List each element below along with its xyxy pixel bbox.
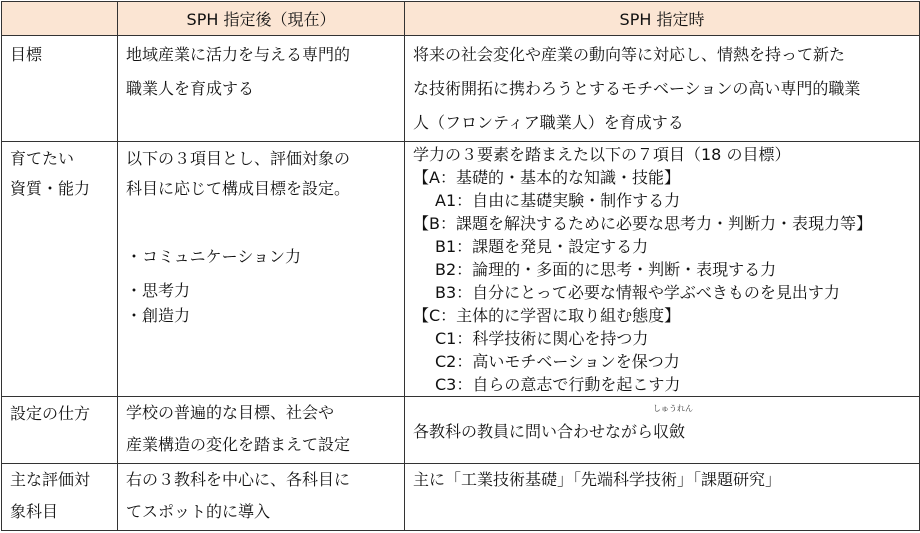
list-item: B3：自分にとって必要な情報や学ぶべきものを見出す力 <box>435 283 840 302</box>
subjects-before-cell: 主に「工業技術基礎」「先端科学技術」「課題研究」 <box>405 464 920 531</box>
header-row <box>2 2 920 36</box>
list-item: 【B：課題を解決するために必要な思考力・判断力・表現力等】 <box>413 214 872 233</box>
list-item: C2：高いモチベーションを保つ力 <box>435 352 680 371</box>
list-item: B2：論理的・多面的に思考・判断・表現する力 <box>435 260 777 279</box>
list-item: 学力の３要素を踏まえた以下の７項目（18 の目標） <box>413 145 791 164</box>
method-before-cell <box>405 397 920 464</box>
list-item: A1：自由に基礎実験・制作する力 <box>435 191 681 210</box>
row-label-goal: 目標 <box>2 36 118 142</box>
table-row-method <box>2 397 920 464</box>
comparison-table <box>1 1 920 531</box>
table-row-subjects <box>2 464 920 531</box>
row-label-subjects: 主な評価対 象科目 <box>2 464 118 531</box>
abilities-after-cell: 以下の３項目とし、評価対象の 科目に応じて構成目標を設定。 ・コミュニケーション力 ・思考力 ・創造力 <box>118 142 405 397</box>
header-at-designation: SPH 指定時 <box>405 2 920 36</box>
row-label-abilities: 育てたい 資質・能力 <box>2 142 118 397</box>
header-after-designation: SPH 指定後（現在） <box>118 2 405 36</box>
abilities-before-cell <box>405 142 920 397</box>
goal-before-cell: 将来の社会変化や産業の動向等に対応し、情熱を持って新た な技術開拓に携わろうとするモチベーションの高い専門的職業 人（フロンティア職業人）を育成する <box>405 36 920 142</box>
table-row-abilities <box>2 142 920 397</box>
list-item: C3：自らの意志で行動を起こす力 <box>435 375 681 394</box>
ruby-base: 収斂 <box>653 422 686 441</box>
method-after-cell: 学校の普遍的な目標、社会や 産業構造の変化を踏まえて設定 <box>118 397 405 464</box>
ruby-reading: しゅうれん <box>653 404 694 413</box>
ruby-word <box>653 404 694 449</box>
row-label-method: 設定の仕方 <box>2 397 118 464</box>
list-item: 【A：基礎的・基本的な知識・技能】 <box>413 168 680 187</box>
goal-after-cell: 地域産業に活力を与える専門的 職業人を育成する <box>118 36 405 142</box>
subjects-after-cell: 右の３教科を中心に、各科目に てスポット的に導入 <box>118 464 405 531</box>
list-item: B1：課題を発見・設定する力 <box>435 237 649 256</box>
list-item: 【C：主体的に学習に取り組む態度】 <box>413 306 681 325</box>
list-item: C1：科学技術に関心を持つ力 <box>435 329 649 348</box>
table-row-goal <box>2 36 920 142</box>
header-empty-cell <box>2 2 118 36</box>
method-before-text: 各教科の教員に問い合わせながら <box>413 422 654 441</box>
